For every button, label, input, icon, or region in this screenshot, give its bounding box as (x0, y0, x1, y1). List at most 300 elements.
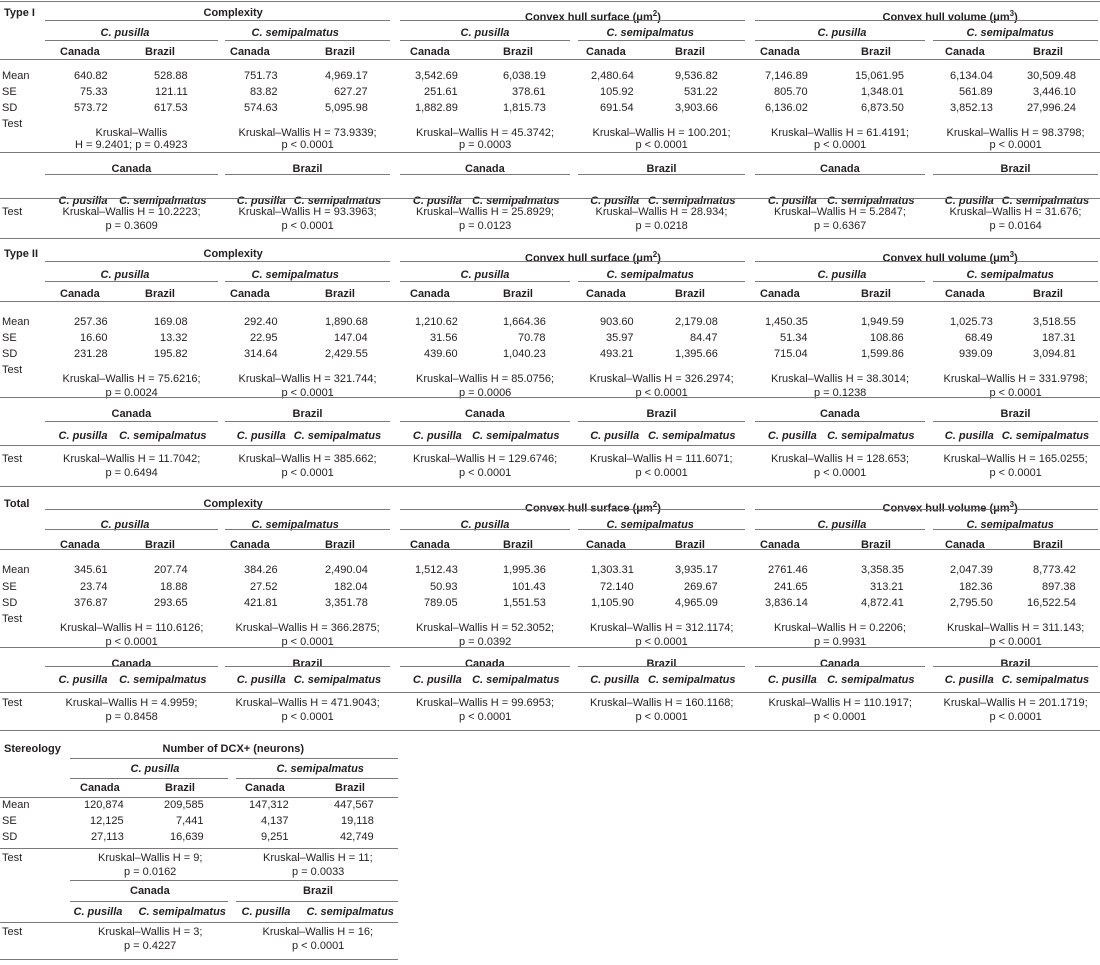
test-line: Kruskal–Wallis H = 25.8929; (416, 206, 555, 218)
cell-value: 1,025.73 (950, 316, 993, 328)
species-header: C. semipalmatus (827, 195, 915, 207)
country-header: Brazil (675, 539, 705, 551)
metric-rule (755, 509, 1098, 510)
test-line: p < 0.0001 (635, 711, 688, 723)
test-line: Kruskal–Wallis H = 9; (98, 852, 203, 864)
country-header: Brazil (861, 539, 891, 551)
species-header: C. semipalmatus (251, 27, 339, 39)
test-line: Kruskal–Wallis H = 61.4191; (771, 127, 910, 139)
cell-value: 3,542.69 (415, 70, 458, 82)
country-group-rule (45, 666, 218, 667)
stat-label: SE (2, 86, 17, 98)
test-line: Kruskal–Wallis H = 110.6126; (60, 622, 204, 634)
test-line: p = 0.4227 (124, 940, 177, 952)
stat-label: Mean (2, 70, 30, 82)
cell-value: 42,749 (340, 831, 374, 843)
cell-value: 207.74 (154, 564, 188, 576)
cell-value: 939.09 (959, 348, 993, 360)
cell-value: 6,136.02 (765, 102, 808, 114)
test-line: p < 0.0001 (989, 711, 1042, 723)
species-rule (400, 281, 570, 282)
test-line: p = 0.0024 (105, 387, 158, 399)
cell-value: 3,935.17 (675, 564, 718, 576)
cell-value: 51.34 (780, 332, 808, 344)
test-line: p < 0.0001 (814, 139, 867, 151)
metric-header: Complexity (203, 248, 263, 260)
species-header: C. semipalmatus (827, 430, 915, 442)
cell-value: 561.89 (959, 86, 993, 98)
cell-value: 2,480.64 (591, 70, 634, 82)
test-line: Kruskal–Wallis H = 4.9959; (65, 697, 198, 709)
cell-value: 35.97 (606, 332, 634, 344)
cell-value: 22.95 (250, 332, 278, 344)
test-line: H = 9.2401; p = 0.4923 (75, 139, 188, 151)
section-label: Type I (4, 7, 35, 19)
table-bottom-rule (0, 959, 398, 960)
stat-label: Test (2, 697, 23, 709)
stat-label: SE (2, 815, 17, 827)
cell-value: 1,512.43 (415, 564, 458, 576)
species-rule (45, 40, 218, 41)
cell-value: 195.82 (154, 348, 188, 360)
cell-value: 3,351.78 (325, 597, 368, 609)
species-rule (45, 529, 218, 530)
header-rule (0, 797, 398, 798)
country-header: Canada (760, 46, 800, 58)
species-rule (225, 40, 390, 41)
test-line: Kruskal–Wallis H = 165.0255; (943, 453, 1088, 465)
cell-value: 1,348.01 (861, 86, 904, 98)
cell-value: 617.53 (154, 102, 188, 114)
cell-value: 8,773.42 (1033, 564, 1076, 576)
country-header: Brazil (325, 288, 355, 300)
country-header: Brazil (335, 782, 365, 794)
cell-value: 3,518.55 (1033, 316, 1076, 328)
test-line: Kruskal–Wallis H = 5.2847; (774, 206, 906, 218)
cell-value: 292.40 (244, 316, 278, 328)
test-line: p < 0.0001 (281, 467, 334, 479)
cell-value: 4,965.09 (675, 597, 718, 609)
section-label: Total (4, 498, 30, 510)
test-line: Kruskal–Wallis H = 85.0756; (416, 373, 555, 385)
test-line: Kruskal–Wallis H = 110.1917; (768, 697, 912, 709)
country-header: Brazil (861, 46, 891, 58)
cell-value: 68.49 (965, 332, 993, 344)
species-rule (225, 281, 390, 282)
header-rule (0, 922, 398, 923)
species-rule (755, 281, 925, 282)
country-group-header: Canada (130, 885, 170, 897)
species-header: C. pusilla (460, 519, 510, 531)
header-rule (0, 198, 1100, 199)
cell-value: 3,094.81 (1033, 348, 1076, 360)
test-line: Kruskal–Wallis H = 31.676; (949, 206, 1082, 218)
species-header: C. semipalmatus (251, 269, 339, 281)
country-group-header: Brazil (646, 658, 677, 670)
cell-value: 293.65 (154, 597, 188, 609)
species-header: C. pusilla (767, 430, 817, 442)
species-header: C. semipalmatus (276, 763, 364, 775)
species-header: C. semipalmatus (827, 674, 915, 686)
species-header: C. semipalmatus (966, 27, 1054, 39)
test-line: p = 0.0392 (459, 636, 512, 648)
country-group-rule (578, 174, 745, 175)
country-group-header: Brazil (292, 408, 323, 420)
country-header: Canada (60, 539, 100, 551)
section-rule (0, 730, 1100, 731)
test-line: p = 0.0123 (459, 220, 512, 232)
cell-value: 691.54 (600, 102, 634, 114)
stat-label: Test (2, 852, 23, 864)
species-header: C. semipalmatus (251, 519, 339, 531)
cell-value: 640.82 (74, 70, 108, 82)
stat-label: Mean (2, 316, 30, 328)
species-header: C. pusilla (236, 430, 286, 442)
test-line: p = 0.0164 (989, 220, 1042, 232)
country-header: Canada (230, 46, 270, 58)
test-line: p < 0.0001 (459, 467, 512, 479)
cell-value: 3,446.10 (1033, 86, 1076, 98)
stat-label: SD (2, 597, 18, 609)
cell-value: 805.70 (774, 86, 808, 98)
metric-rule (400, 261, 745, 262)
cell-value: 3,903.66 (675, 102, 718, 114)
cell-value: 16,522.54 (1027, 597, 1076, 609)
species-rule (236, 778, 398, 779)
cell-value: 16.60 (80, 332, 108, 344)
section-rule (0, 238, 1100, 239)
cell-value: 493.21 (600, 348, 634, 360)
test-line: p < 0.0001 (989, 139, 1042, 151)
cell-value: 573.72 (74, 102, 108, 114)
test-line: Kruskal–Wallis H = 11; (263, 852, 373, 864)
cell-value: 27.52 (250, 581, 278, 593)
country-group-header: Brazil (646, 163, 677, 175)
cell-value: 3,358.35 (861, 564, 904, 576)
species-header: C. pusilla (58, 195, 108, 207)
species-header: C. semipalmatus (293, 195, 382, 207)
country-group-header: Canada (465, 408, 505, 420)
cell-value: 6,038.19 (503, 70, 546, 82)
country-header: Canada (230, 539, 270, 551)
species-header: C. semipalmatus (1001, 430, 1090, 442)
test-line: p < 0.0001 (635, 636, 688, 648)
test-line: p < 0.0001 (635, 387, 688, 399)
stat-label: SE (2, 332, 17, 344)
species-header: C. semipalmatus (648, 430, 736, 442)
test-line: Kruskal–Wallis (95, 127, 168, 139)
species-header: C. semipalmatus (1001, 674, 1090, 686)
country-group-header: Brazil (292, 163, 323, 175)
test-line: Kruskal–Wallis H = 471.9043; (235, 697, 380, 709)
country-header: Brazil (1033, 539, 1063, 551)
block-rule (0, 647, 1100, 648)
cell-value: 31.56 (430, 332, 458, 344)
species-header: C. pusilla (236, 195, 286, 207)
country-header: Brazil (675, 288, 705, 300)
test-line: p = 0.0162 (124, 866, 177, 878)
metric-header: Convex hull surface $(\mu m^2)$ (525, 9, 661, 24)
test-line: p < 0.0001 (459, 711, 512, 723)
test-line: Kruskal–Wallis H = 99.6953; (416, 697, 555, 709)
cell-value: 182.04 (334, 581, 368, 593)
section-label: Stereology (4, 743, 61, 755)
test-line: Kruskal–Wallis H = 100.201; (592, 127, 731, 139)
header-rule (0, 549, 1100, 550)
cell-value: 1,105.90 (591, 597, 634, 609)
cell-value: 121.11 (155, 86, 188, 98)
cell-value: 751.73 (244, 70, 278, 82)
stat-label: Mean (2, 564, 30, 576)
species-rule (225, 529, 390, 530)
species-header: C. semipalmatus (119, 195, 207, 207)
metric-rule (45, 261, 390, 262)
cell-value: 7,441 (176, 815, 204, 827)
species-header: C. semipalmatus (119, 674, 207, 686)
country-header: Canada (245, 782, 285, 794)
cell-value: 376.87 (74, 597, 108, 609)
species-header: C. pusilla (241, 906, 291, 918)
test-line: Kruskal–Wallis H = 321.744; (238, 373, 377, 385)
cell-value: 1,599.86 (861, 348, 904, 360)
test-line: Kruskal–Wallis H = 52.3052; (416, 622, 555, 634)
cell-value: 1,551.53 (503, 597, 546, 609)
country-header: Canada (230, 288, 270, 300)
test-line: p < 0.0001 (281, 220, 334, 232)
test-line: p < 0.0001 (281, 636, 334, 648)
cell-value: 1,949.59 (861, 316, 904, 328)
cell-value: 147,312 (249, 799, 289, 811)
header-rule (0, 59, 1100, 60)
species-header: C. semipalmatus (1001, 195, 1090, 207)
metric-header: Number of DCX+ (neurons) (162, 743, 304, 755)
test-line: p = 0.6367 (814, 220, 867, 232)
country-header: Canada (80, 782, 120, 794)
cell-value: 2,490.04 (325, 564, 368, 576)
cell-value: 3,852.13 (950, 102, 993, 114)
test-line: Kruskal–Wallis H = 201.1719; (943, 697, 1088, 709)
country-header: Brazil (1033, 46, 1063, 58)
cell-value: 231.28 (74, 348, 108, 360)
test-line: Kruskal–Wallis H = 45.3742; (416, 127, 555, 139)
metric-rule (45, 509, 390, 510)
country-header: Brazil (503, 288, 533, 300)
country-group-header: Brazil (1000, 408, 1031, 420)
test-line: Kruskal–Wallis H = 111.6071; (590, 453, 733, 465)
test-line: p = 0.1238 (814, 387, 867, 399)
species-header: C. pusilla (412, 674, 462, 686)
cell-value: 531.22 (684, 86, 718, 98)
test-line: p = 0.8458 (105, 711, 158, 723)
country-group-header: Canada (111, 163, 152, 175)
country-group-header: Canada (111, 408, 152, 420)
country-header: Brazil (861, 288, 891, 300)
cell-value: 101.43 (512, 581, 546, 593)
country-header: Brazil (325, 539, 355, 551)
country-group-rule (400, 174, 570, 175)
metric-rule (755, 261, 1098, 262)
species-header: C. semipalmatus (472, 430, 560, 442)
metric-header: Convex hull surface $(\mu m^2)$ (525, 500, 661, 515)
cell-value: 2,795.50 (950, 597, 993, 609)
metric-header: Convex hull volume $(\mu m^3)$ (882, 250, 1018, 265)
species-header: C. semipalmatus (293, 674, 382, 686)
species-header: C. pusilla (590, 430, 640, 442)
country-header: Brazil (1033, 288, 1063, 300)
cell-value: 574.63 (244, 102, 278, 114)
cell-value: 251.61 (424, 86, 458, 98)
country-group-rule (755, 174, 925, 175)
country-header: Canada (945, 539, 985, 551)
metric-rule (400, 20, 745, 21)
block-rule (70, 880, 398, 881)
cell-value: 789.05 (424, 597, 458, 609)
stat-label: Test (2, 926, 23, 938)
country-group-rule (578, 666, 745, 667)
species-rule (933, 40, 1098, 41)
cell-value: 1,210.62 (415, 316, 458, 328)
cell-value: 1,890.68 (325, 316, 368, 328)
cell-value: 16,639 (170, 831, 204, 843)
stat-label: SD (2, 831, 18, 843)
country-header: Canada (586, 539, 626, 551)
cell-value: 1,040.23 (503, 348, 546, 360)
cell-value: 13.32 (160, 332, 188, 344)
species-header: C. pusilla (460, 269, 510, 281)
stat-label: Mean (2, 799, 30, 811)
test-line: Kruskal–Wallis H = 93.3963; (238, 206, 377, 218)
test-line: Kruskal–Wallis H = 98.3798; (946, 127, 1085, 139)
country-group-header: Brazil (1000, 163, 1031, 175)
country-header: Brazil (503, 46, 533, 58)
test-line: Kruskal–Wallis H = 73.9339; (238, 127, 377, 139)
cell-value: 7,146.89 (765, 70, 808, 82)
cell-value: 105.92 (600, 86, 634, 98)
country-group-rule (400, 421, 570, 422)
test-line: p < 0.0001 (105, 636, 158, 648)
cell-value: 4,137 (261, 815, 289, 827)
table-top-rule (0, 1, 1100, 2)
test-line: p < 0.0001 (635, 139, 688, 151)
cell-value: 1,995.36 (503, 564, 546, 576)
cell-value: 241.65 (774, 581, 808, 593)
country-group-header: Canada (820, 408, 860, 420)
species-rule (45, 281, 218, 282)
species-header: C. semipalmatus (966, 269, 1054, 281)
species-header: C. pusilla (412, 430, 462, 442)
species-header: C. semipalmatus (606, 519, 694, 531)
cell-value: 447,567 (334, 799, 374, 811)
country-group-rule (400, 666, 570, 667)
metric-rule (70, 758, 398, 759)
test-line: p = 0.0033 (292, 866, 345, 878)
cell-value: 50.93 (430, 581, 458, 593)
species-rule (578, 281, 745, 282)
metric-rule (755, 20, 1098, 21)
test-line: p = 0.0003 (459, 139, 512, 151)
test-line: Kruskal–Wallis H = 311.143; (947, 622, 1085, 634)
country-group-rule (236, 901, 398, 902)
country-group-header: Brazil (646, 408, 677, 420)
cell-value: 903.60 (600, 316, 634, 328)
country-header: Canada (945, 46, 985, 58)
species-header: C. pusilla (460, 27, 510, 39)
species-header: C. semipalmatus (648, 195, 736, 207)
stat-label: Test (2, 613, 23, 625)
metric-header: Complexity (203, 498, 263, 510)
stat-label: Test (2, 453, 23, 465)
test-line: Kruskal–Wallis H = 28.934; (595, 206, 728, 218)
country-header: Canada (410, 288, 450, 300)
country-header: Canada (60, 288, 100, 300)
metric-rule (400, 509, 745, 510)
species-header: C. pusilla (817, 519, 867, 531)
species-header: C. pusilla (412, 195, 462, 207)
country-header: Canada (60, 46, 100, 58)
test-line: p < 0.0001 (814, 467, 867, 479)
species-header: C. semipalmatus (606, 269, 694, 281)
cell-value: 439.60 (424, 348, 458, 360)
country-group-rule (933, 666, 1098, 667)
test-line: p < 0.0001 (635, 467, 688, 479)
cell-value: 209,585 (164, 799, 204, 811)
species-header: C. pusilla (58, 674, 108, 686)
header-rule (0, 301, 1100, 302)
country-group-rule (578, 421, 745, 422)
cell-value: 715.04 (774, 348, 808, 360)
country-group-rule (45, 421, 218, 422)
species-header: C. pusilla (767, 195, 817, 207)
section-label: Type II (4, 248, 39, 260)
country-header: Canada (410, 46, 450, 58)
species-rule (755, 529, 925, 530)
test-line: p < 0.0001 (989, 387, 1042, 399)
cell-value: 182.36 (959, 581, 993, 593)
species-rule (400, 40, 570, 41)
country-group-header: Brazil (303, 885, 333, 897)
country-header: Canada (410, 539, 450, 551)
country-header: Brazil (145, 46, 175, 58)
species-header: C. semipalmatus (472, 674, 560, 686)
cell-value: 3,836.14 (765, 597, 808, 609)
test-line: p < 0.0001 (814, 711, 867, 723)
country-header: Canada (760, 539, 800, 551)
stat-label: SD (2, 348, 18, 360)
country-group-header: Canada (465, 658, 505, 670)
species-header: C. pusilla (130, 763, 180, 775)
species-header: C. pusilla (944, 430, 994, 442)
cell-value: 6,873.50 (861, 102, 904, 114)
test-line: Kruskal–Wallis H = 160.1168; (590, 697, 734, 709)
country-header: Canada (945, 288, 985, 300)
cell-value: 528.88 (154, 70, 188, 82)
cell-value: 18.88 (160, 581, 188, 593)
cell-value: 345.61 (74, 564, 108, 576)
cell-value: 1,664.36 (503, 316, 546, 328)
cell-value: 2,429.55 (325, 348, 368, 360)
cell-value: 147.04 (334, 332, 368, 344)
country-group-rule (755, 666, 925, 667)
cell-value: 27,996.24 (1027, 102, 1076, 114)
species-header: C. pusilla (767, 674, 817, 686)
country-group-header: Brazil (1000, 658, 1031, 670)
stat-label: SD (2, 102, 18, 114)
species-rule (70, 778, 228, 779)
cell-value: 384.26 (244, 564, 278, 576)
species-header: C. semipalmatus (293, 430, 382, 442)
species-rule (933, 281, 1098, 282)
cell-value: 120,874 (84, 799, 124, 811)
